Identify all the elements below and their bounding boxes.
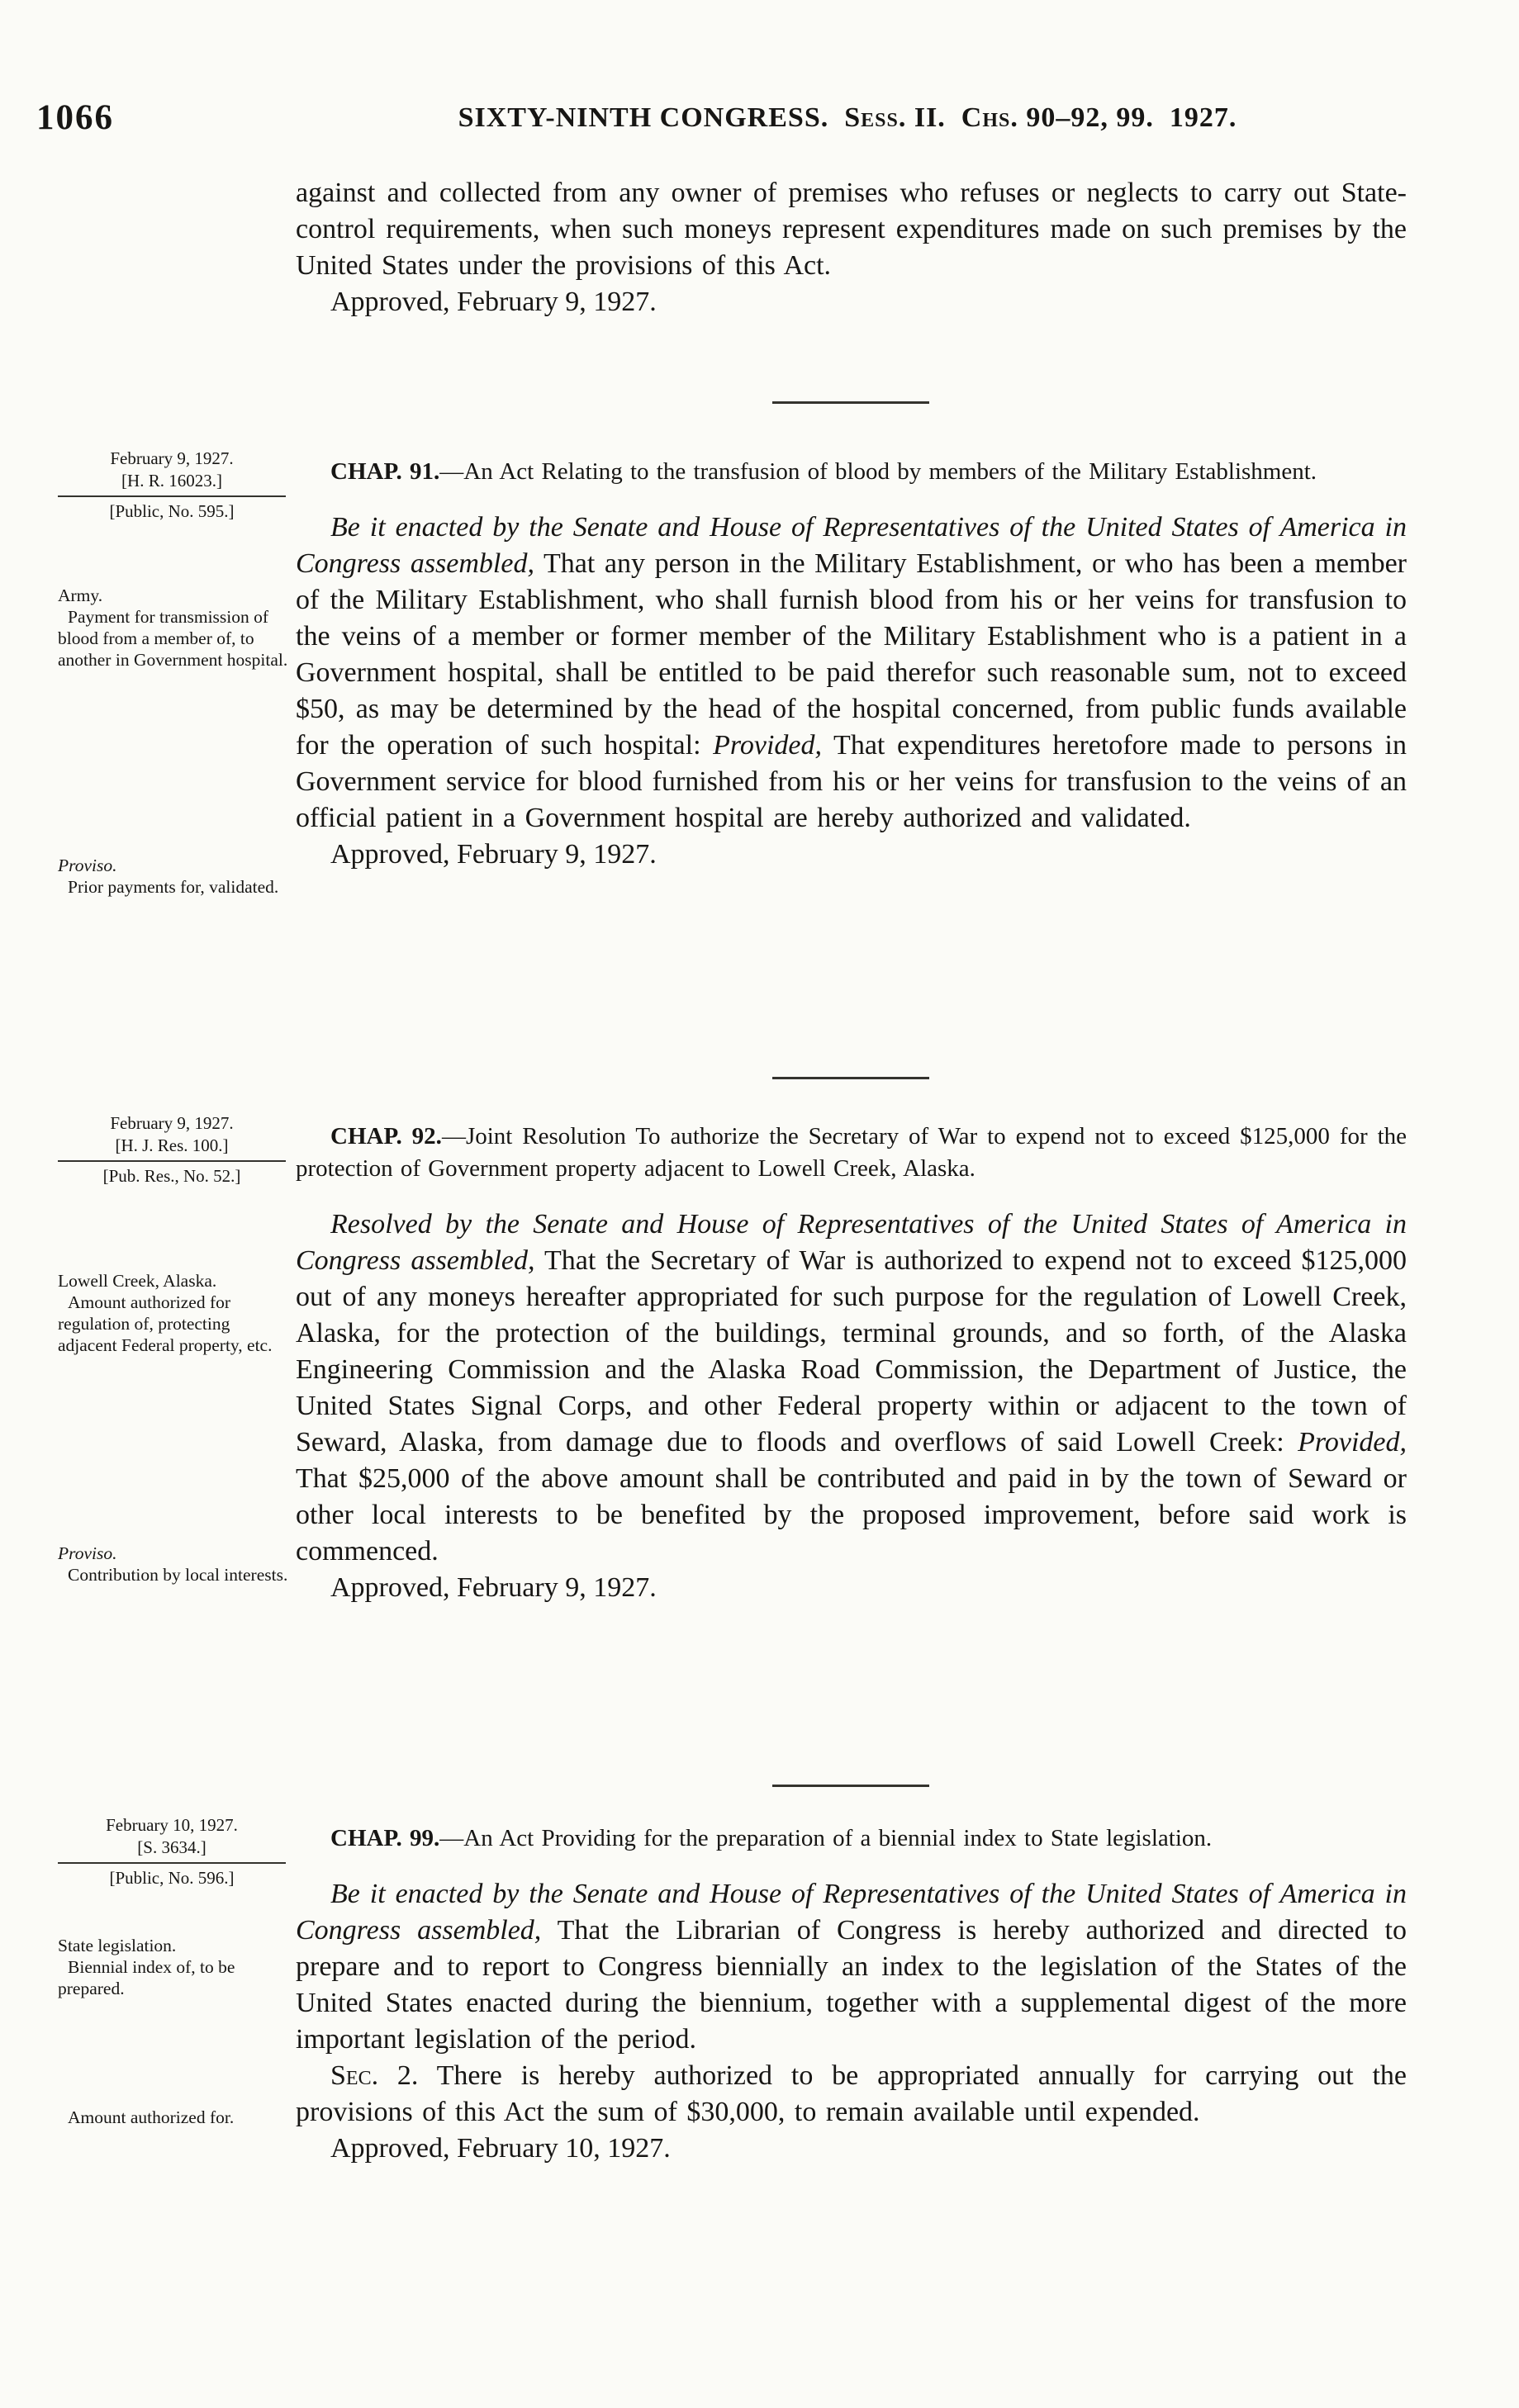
section-divider-rule: [772, 401, 929, 404]
margin-note-text: Payment for transmission of blood from a member of, to another in Government hospital.: [58, 607, 288, 670]
margin-note-state-legislation: [58, 1935, 291, 1999]
chapter-number: CHAP. 92.: [330, 1123, 442, 1149]
act-section-chap-99: [0, 1813, 1519, 2167]
approval-line: Approved, February 10, 1927.: [330, 2133, 671, 2164]
chapter-title: —An Act Providing for the preparation of a biennial index to State legislation.: [439, 1825, 1213, 1851]
enacting-paragraph: [296, 1876, 1407, 2058]
margin-note-amount-authorized: [58, 2107, 291, 2128]
margin-note-proviso: [58, 855, 291, 898]
margin-note-term: Army.: [58, 585, 103, 605]
chapter-number: CHAP. 99.: [330, 1825, 440, 1851]
approval-line: Approved, February 9, 1927.: [330, 287, 657, 317]
approval-line: Approved, February 9, 1927.: [330, 1572, 657, 1603]
margin-note-term: Proviso.: [58, 856, 117, 875]
proviso-term: Provided,: [713, 730, 823, 761]
margin-note-text: Amount authorized for.: [68, 2107, 235, 2127]
enacting-clause: Be it enacted by the Senate and House of Representatives of the United States of America in Congress assembled,: [296, 1879, 1407, 1946]
chapter-heading: [296, 456, 1407, 488]
approval-line: Approved, February 9, 1927.: [330, 839, 657, 870]
act-section-chap-92: [0, 1111, 1519, 1606]
margin-note-term: State legislation.: [58, 1936, 177, 1955]
margin-note-date: February 9, 1927.: [110, 448, 234, 468]
body-text: There is hereby authorized to be appropriated annually for carrying out the provisions of this Act the sum of $30,000, to remain available until expended.: [296, 2060, 1407, 2127]
margin-note-army: [58, 585, 291, 671]
margin-note-bill-number: [H. J. Res. 100.]: [58, 1135, 286, 1162]
enacting-clause: Be it enacted by the Senate and House of Representatives of the United States of America in Congress assembled,: [296, 512, 1407, 579]
section-divider-rule: [772, 1785, 929, 1787]
margin-note-public-law: [Pub. Res., No. 52.]: [102, 1166, 241, 1186]
chapter-number: CHAP. 91.: [330, 458, 440, 485]
section-divider-rule: [772, 1077, 929, 1079]
act-section-chap-90-continuation: [0, 175, 1519, 320]
body-text: That expenditures heretofore made to persons in Government service for blood furnished from his or her veins for transfusion to the veins of an official patient in a Government hospital are hereby authorized and validated.: [296, 730, 1407, 833]
margin-note-term: Proviso.: [58, 1543, 117, 1563]
chapter-heading: [296, 1121, 1407, 1185]
body-text: That the Secretary of War is authorized to expend not to exceed $125,000 out of any moneys hereafter appropriated for such purpose for the regulation of Lowell Creek, Alaska, for the protection of the buildings, terminal grounds, and so forth, of the Alaska Engineering Commission and the Alaska Road Commission, the Department of Justice, the United States Signal Corps, and other Federal property within or adjacent to the town of Seward, Alaska, from damage due to floods and overflows of said Lowell Creek:: [296, 1245, 1407, 1458]
page-number: 1066: [36, 98, 114, 137]
chapter-title: —Joint Resolution To authorize the Secretary of War to expend not to exceed $125,000 for the protection of Government property adjacent to Lowell Creek, Alaska.: [296, 1123, 1407, 1182]
margin-note-term: Lowell Creek, Alaska.: [58, 1271, 217, 1291]
body-text: That any person in the Military Establishment, or who has been a member of the Military Establishment, who shall furnish blood from his or her veins for transfusion to the veins of a member or former member of the Military Establishment who is a patient in a Government hospital, shall be entitled to be paid therefor such reasonable sum, not to exceed $50, as may be determined by the head of the hospital concerned, from public funds available for the operation of such hospital:: [296, 548, 1407, 761]
act-section-chap-91: [0, 446, 1519, 897]
margin-date-block: [58, 1814, 286, 1889]
body-text: That the Librarian of Congress is hereby authorized and directed to prepare and to report to Congress biennially an index to the legislation of the States of the United States enacted during the biennium, together with a supplemental digest of the more important legislation of the period.: [296, 1915, 1407, 2055]
enacting-clause: Resolved by the Senate and House of Representatives of the United States of America in Congress assembled,: [296, 1209, 1407, 1276]
margin-note-public-law: [Public, No. 596.]: [109, 1868, 235, 1888]
chapter-title: —An Act Relating to the transfusion of blood by members of the Military Establishment.: [439, 458, 1317, 485]
margin-note-bill-number: [S. 3634.]: [58, 1837, 286, 1864]
margin-note-text: Prior payments for, validated.: [68, 877, 279, 897]
margin-note-public-law: [Public, No. 595.]: [109, 501, 235, 521]
enacting-paragraph: [296, 1206, 1407, 1570]
margin-note-bill-number: [H. R. 16023.]: [58, 470, 286, 497]
margin-date-block: [58, 448, 286, 523]
running-head: SIXTY-NINTH CONGRESS. Sess. II. Chs. 90–92, 99. 1927.: [458, 102, 1237, 133]
section-label: Sec. 2.: [330, 2060, 419, 2091]
chapter-heading: [296, 1823, 1407, 1855]
margin-note-date: February 10, 1927.: [106, 1815, 238, 1835]
margin-note-lowell-creek: [58, 1270, 291, 1356]
margin-note-text: Amount authorized for regulation of, protecting adjacent Federal property, etc.: [58, 1292, 273, 1355]
section-2-paragraph: [296, 2058, 1407, 2131]
enacting-paragraph: [296, 510, 1407, 837]
margin-date-block: [58, 1112, 286, 1187]
act-paragraph: against and collected from any owner of premises who refuses or neglects to carry out State-control requirements, when such moneys represent expenditures made on such premises by the United States under the provisions of this Act.: [296, 178, 1407, 281]
margin-note-date: February 9, 1927.: [110, 1113, 234, 1133]
margin-note-text: Biennial index of, to be prepared.: [58, 1957, 235, 1998]
margin-note-text: Contribution by local interests.: [68, 1565, 288, 1585]
margin-note-proviso: [58, 1543, 291, 1586]
proviso-term: Provided,: [1298, 1427, 1407, 1458]
body-text: That $25,000 of the above amount shall be contributed and paid in by the town of Seward or other local interests to be benefited by the proposed improvement, before said work is commenced.: [296, 1463, 1407, 1567]
